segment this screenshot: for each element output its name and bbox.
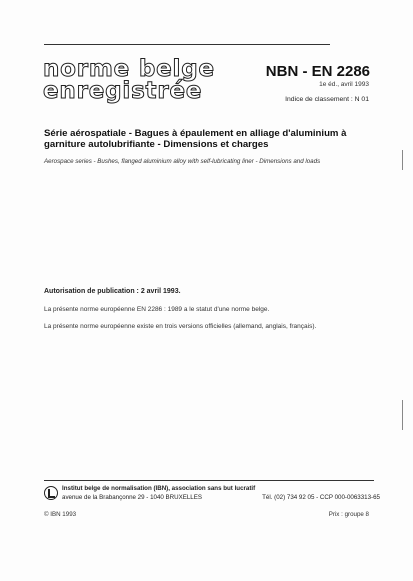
top-rule xyxy=(44,44,330,45)
brand-line-1: norme belge xyxy=(43,56,215,82)
institute-name: Institut belge de normalisation (IBN), association sans but lucratif xyxy=(62,485,256,492)
versions-statement: La présente norme européenne existe en trois versions officielles (allemand, anglais, français). xyxy=(44,323,317,330)
brand-mark xyxy=(43,58,215,102)
price-group: Prix : groupe 8 xyxy=(328,511,369,518)
institute-phone: Tél. (02) 734 92 05 - CCP 000-0063313-65 xyxy=(262,494,380,501)
standard-number: NBN - EN 2286 xyxy=(265,63,370,80)
edition-date: 1e éd., avril 1993 xyxy=(319,81,369,88)
scan-margin-mark xyxy=(402,400,403,430)
scan-margin-mark xyxy=(402,150,403,170)
publication-authorization: Autorisation de publication : 2 avril 1993. xyxy=(44,288,181,295)
address-row xyxy=(62,493,380,502)
ibn-logo-icon xyxy=(44,486,58,500)
document-title-english: Aerospace series - Bushes, flanged aluminium alloy with self-lubricating liner - Dimensions and loads xyxy=(44,158,321,165)
copyright-notice: © IBN 1993 xyxy=(44,511,77,518)
bottom-rule xyxy=(44,480,374,481)
brand-line-2: enregistrée xyxy=(43,78,203,104)
institute-address: avenue de la Brabançonne 29 - 1040 BRUXELLES xyxy=(62,494,203,501)
classification-index: Indice de classement : N 01 xyxy=(285,96,369,103)
status-statement: La présente norme européenne EN 2286 : 1989 a le statut d'une norme belge. xyxy=(44,306,270,313)
document-title-french: Série aérospatiale - Bagues à épaulement en alliage d'aluminium à garniture autolubrifiante - Dimensions et charges xyxy=(44,128,347,150)
institute-block xyxy=(62,484,380,502)
